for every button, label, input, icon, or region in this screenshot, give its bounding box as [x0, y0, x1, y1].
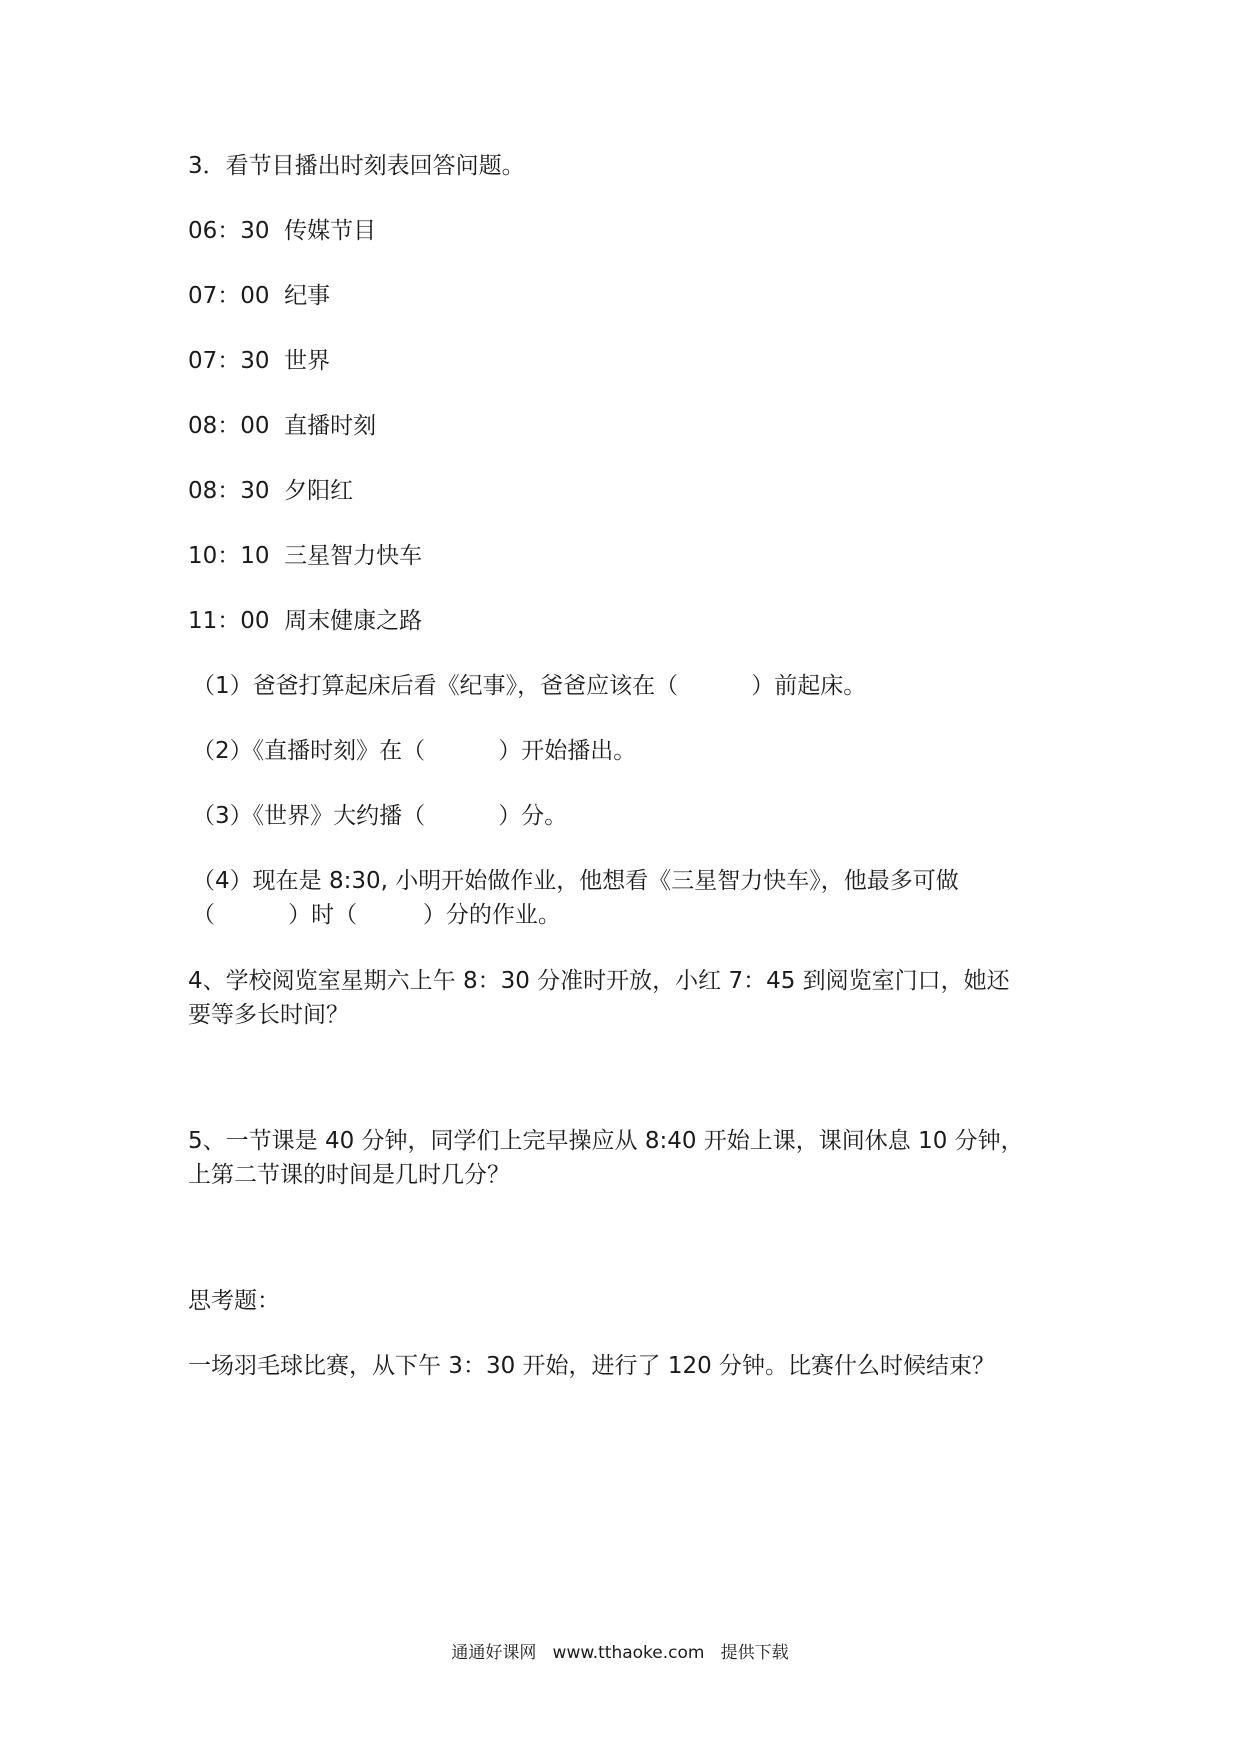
- schedule-item: 07：00 纪事: [188, 283, 331, 309]
- question-5-line1: 5、一节课是 40 分钟，同学们上完早操应从 8:40 开始上课，课间休息 10 分钟，: [188, 1128, 1024, 1154]
- schedule-item: 06：30 传媒节目: [188, 218, 377, 244]
- question-4-line2: 要等多长时间？: [188, 1002, 349, 1028]
- schedule-item: 10：10 三星智力快车: [188, 543, 423, 569]
- footer-source: 通通好课网 www.tthaoke.com 提供下载: [451, 1643, 789, 1663]
- sub-question-3: （3）《世界》大约播（ ）分。: [192, 803, 568, 829]
- thinking-question-text: 一场羽毛球比赛，从下午 3：30 开始，进行了 120 分钟。比赛什么时候结束？: [188, 1353, 996, 1379]
- thinking-question-title: 思考题：: [188, 1288, 280, 1314]
- sub-question-4-line2: （ ）时（ ）分的作业。: [192, 902, 561, 928]
- question-3-title: 3．看节目播出时刻表回答问题。: [188, 153, 525, 179]
- schedule-item: 08：30 夕阳红: [188, 478, 354, 504]
- schedule-item: 07：30 世界: [188, 348, 331, 374]
- sub-question-1: （1）爸爸打算起床后看《纪事》，爸爸应该在（ ）前起床。: [192, 673, 867, 699]
- schedule-item: 08：00 直播时刻: [188, 413, 377, 439]
- question-5-line2: 上第二节课的时间是几时几分？: [188, 1162, 510, 1188]
- question-4-line1: 4、学校阅览室星期六上午 8：30 分准时开放，小红 7：45 到阅览室门口，她还: [188, 968, 1010, 994]
- schedule-item: 11：00 周末健康之路: [188, 608, 423, 634]
- sub-question-2: （2）《直播时刻》在（ ）开始播出。: [192, 738, 637, 764]
- sub-question-4-line1: （4）现在是 8:30, 小明开始做作业，他想看《三星智力快车》，他最多可做: [192, 868, 959, 894]
